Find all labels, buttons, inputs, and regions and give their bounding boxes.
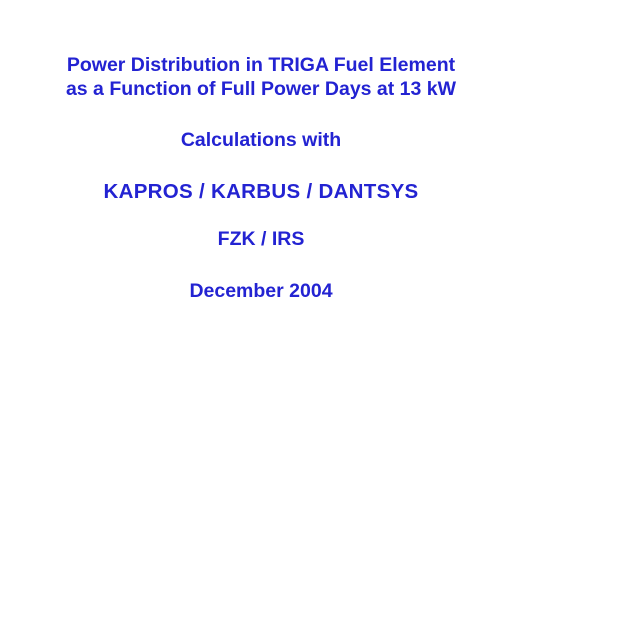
title-line-1: Power Distribution in TRIGA Fuel Element [66,54,456,76]
subtitle-organization: FZK / IRS [217,228,305,250]
title-line-2: as a Function of Full Power Days at 13 kW [65,78,457,100]
page-title [0,53,522,101]
subtitle-code-names: KAPROS / KARBUS / DANTSYS [103,180,419,203]
subtitle-date: December 2004 [189,280,333,302]
subtitle-calculations: Calculations with [180,129,342,151]
